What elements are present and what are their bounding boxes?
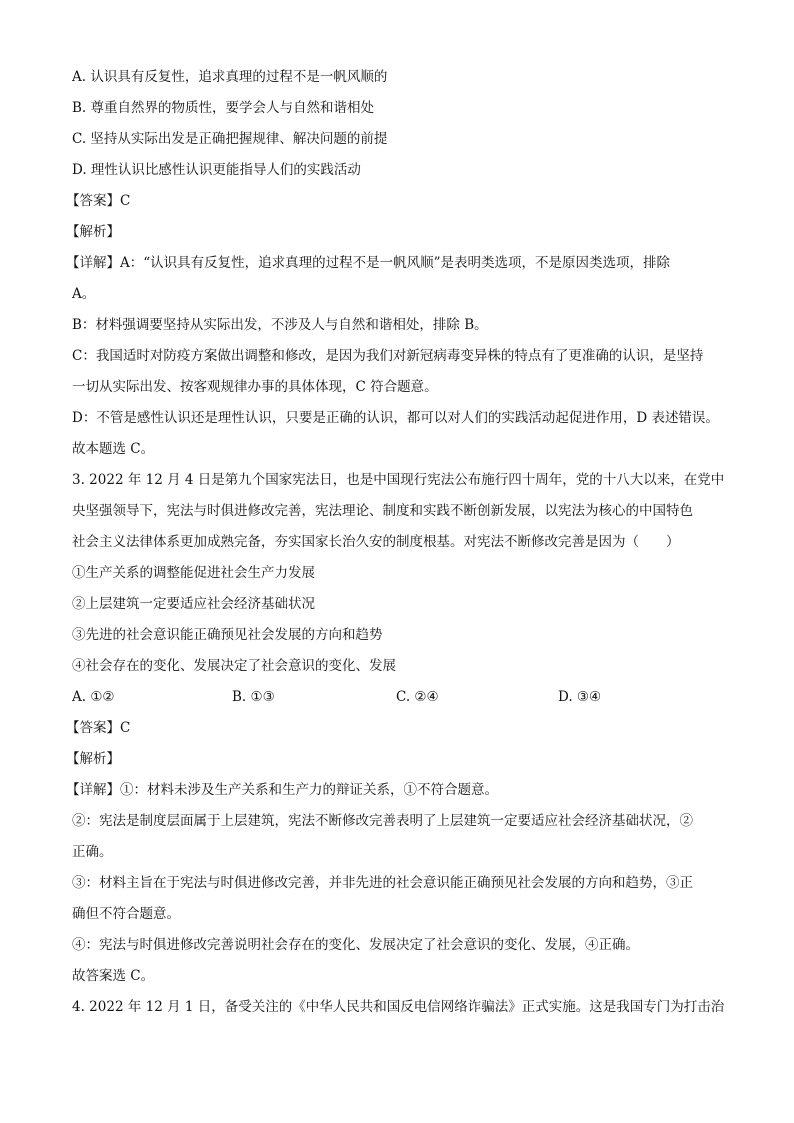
detail-line: 【详解】①：材料未涉及生产关系和生产力的辩证关系，①不符合题意。 [66, 782, 498, 798]
detail-line: 故答案选 C。 [72, 968, 155, 984]
detail-line: C：我国适时对防疫方案做出调整和修改，是因为我们对新冠病毒变异株的特点有了更准确的认识，是坚持 [72, 348, 704, 364]
detail-line: B：材料强调要坚持从实际出发，不涉及人与自然和谐相处，排除 B。 [72, 317, 488, 333]
option-c: C. 坚持从实际出发是正确把握规律、解决问题的前提 [72, 131, 388, 147]
detail-line: ④：宪法与时俱进修改完善说明社会存在的变化、发展决定了社会意识的变化、发展，④正确。 [72, 937, 639, 953]
answer-label: 【答案】C [66, 193, 131, 209]
analysis-label: 【解析】 [66, 751, 120, 767]
statement-1: ①生产关系的调整能促进社会生产力发展 [72, 565, 315, 581]
option-d: D. 理性认识比感性认识更能指导人们的实践活动 [72, 162, 361, 178]
question-stem: 社会主义法律体系更加成熟完备，夯实国家长治久安的制度根基。对宪法不断修改完善是因为（ ） [72, 534, 680, 550]
detail-line: A。 [72, 286, 96, 302]
detail-line: D：不管是感性认识还是理性认识，只要是正确的认识，都可以对人们的实践活动起促进作用，D 表述错误。 [72, 410, 719, 426]
statement-2: ②上层建筑一定要适应社会经济基础状况 [72, 596, 315, 612]
detail-line: 故本题选 C。 [72, 441, 155, 457]
detail-line: 正确。 [72, 844, 113, 860]
detail-line: 一切从实际出发、按客观规律办事的具体体现，C 符合题意。 [72, 379, 438, 395]
choice-d: D. ③④ [558, 689, 602, 705]
analysis-label: 【解析】 [66, 224, 120, 240]
choices-row [72, 682, 724, 713]
statement-4: ④社会存在的变化、发展决定了社会意识的变化、发展 [72, 658, 396, 674]
detail-line: 【详解】A：“认识具有反复性，追求真理的过程不是一帆风顺”是表明类选项，不是原因类选项，排除 [66, 255, 671, 271]
option-a: A. 认识具有反复性，追求真理的过程不是一帆风顺的 [72, 69, 388, 85]
option-b: B. 尊重自然界的物质性，要学会人与自然和谐相处 [72, 100, 375, 116]
detail-line: 确但不符合题意。 [72, 906, 180, 922]
choice-c: C. ②④ [396, 689, 439, 705]
question-stem: 4. 2022 年 12 月 1 日，备受关注的《中华人民共和国反电信网络诈骗法》正式实施。这是我国专门为打击治 [72, 999, 724, 1015]
detail-line: ③：材料主旨在于宪法与时俱进修改完善，并非先进的社会意识能正确预见社会发展的方向和趋势，③正 [72, 875, 693, 891]
detail-line: ②：宪法是制度层面属于上层建筑，宪法不断修改完善表明了上层建筑一定要适应社会经济基础状况，② [72, 813, 693, 829]
statement-3: ③先进的社会意识能正确预见社会发展的方向和趋势 [72, 627, 383, 643]
choice-a: A. ①② [72, 689, 115, 705]
question-stem: 3. 2022 年 12 月 4 日是第九个国家宪法日，也是中国现行宪法公布施行四十周年，党的十八大以来，在党中 [72, 472, 724, 488]
document-page [66, 62, 724, 1023]
answer-label: 【答案】C [66, 720, 131, 736]
choice-b: B. ①③ [232, 689, 275, 705]
question-stem: 央坚强领导下，宪法与时俱进修改完善，宪法理论、制度和实践不断创新发展，以宪法为核心的中国特色 [72, 503, 693, 519]
